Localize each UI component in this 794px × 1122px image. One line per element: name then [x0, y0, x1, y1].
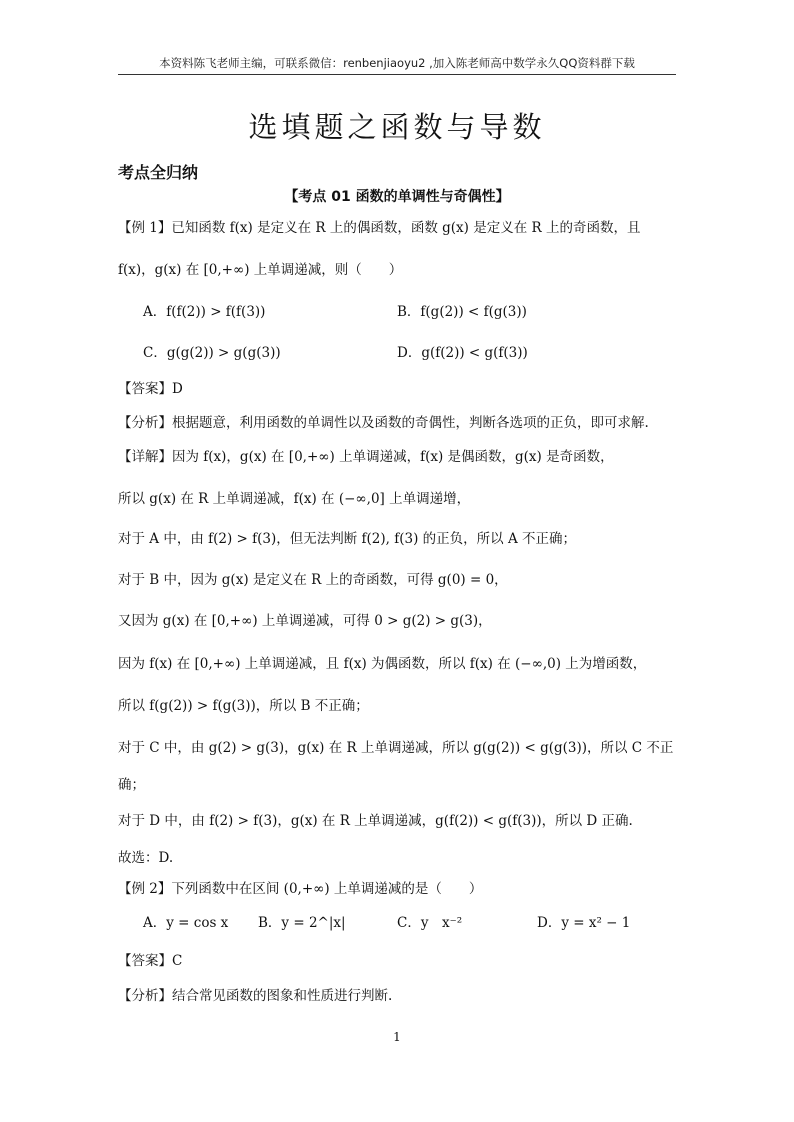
example1-option-d: D．g(f(2)) < g(f(3)) — [397, 345, 528, 361]
example1-analysis: 【分析】根据题意，利用函数的单调性以及函数的奇偶性，判断各选项的正负，即可求解. — [118, 415, 649, 431]
example1-stem-line1: 【例 1】已知函数 f(x) 是定义在 R 上的偶函数，函数 g(x) 是定义在 R 上的奇函数，且 — [118, 220, 641, 236]
detail-line: 对于 A 中，由 f(2) > f(3)，但无法判断 f(2), f(3) 的正负，所以 A 不正确； — [118, 531, 576, 547]
header-divider — [118, 74, 676, 75]
detail-line: 对于 C 中，由 g(2) > g(3)，g(x) 在 R 上单调递减，所以 g(g(2)) < g(g(3))，所以 C 不正 — [118, 740, 674, 756]
example2-option-a: A．y = cos x — [143, 915, 229, 931]
example2-answer: 【答案】C — [118, 953, 183, 969]
detail-line: 所以 f(g(2)) > f(g(3))，所以 B 不正确； — [118, 698, 369, 714]
example2-analysis: 【分析】结合常见函数的图象和性质进行判断. — [118, 988, 393, 1004]
detail-line: 因为 f(x) 在 [0,+∞) 上单调递减，且 f(x) 为偶函数，所以 f(x) 在 (−∞,0) 上为增函数， — [118, 656, 647, 672]
example2-stem: 【例 2】下列函数中在区间 (0,+∞) 上单调递减的是（ ） — [118, 881, 483, 897]
detail-line: 故选：D. — [118, 850, 174, 866]
page-number: 1 — [393, 1030, 401, 1044]
detail-line: 又因为 g(x) 在 [0,+∞) 上单调递减，可得 0 > g(2) > g(3)， — [118, 613, 492, 629]
example1-option-c: C．g(g(2)) > g(g(3)) — [143, 345, 281, 361]
detail-line: 对于 B 中，因为 g(x) 是定义在 R 上的奇函数，可得 g(0) = 0， — [118, 572, 508, 588]
example1-option-b: B．f(g(2)) < f(g(3)) — [397, 304, 527, 320]
example2-option-d: D．y = x² − 1 — [537, 915, 631, 931]
example1-stem-line2: f(x)，g(x) 在 [0,+∞) 上单调递减，则（ ） — [118, 262, 403, 278]
detail-line: 【详解】因为 f(x)，g(x) 在 [0,+∞) 上单调递减，f(x) 是偶函数，g(x) 是奇函数， — [118, 449, 614, 465]
topic-heading: 【考点 01 函数的单调性与奇偶性】 — [284, 189, 510, 205]
detail-line: 所以 g(x) 在 R 上单调递减，f(x) 在 (−∞,0] 上单调递增， — [118, 491, 471, 507]
document-title: 选填题之函数与导数 — [248, 110, 546, 144]
detail-line: 对于 D 中，由 f(2) > f(3)，g(x) 在 R 上单调递减，g(f(2)) < g(f(3))，所以 D 正确. — [118, 813, 633, 829]
example1-answer: 【答案】D — [118, 381, 183, 397]
page-header: 本资料陈飞老师主编，可联系微信：renbenjiaoyu2 ,加入陈老师高中数学永久QQ资料群下载 — [159, 56, 635, 70]
example1-option-a: A．f(f(2)) > f(f(3)) — [143, 304, 266, 320]
detail-line: 确； — [118, 777, 145, 793]
example2-option-c: C．y x⁻² — [397, 915, 463, 931]
section-heading: 考点全归纳 — [118, 163, 199, 182]
example2-option-b: B．y = 2^|x| — [258, 915, 346, 931]
